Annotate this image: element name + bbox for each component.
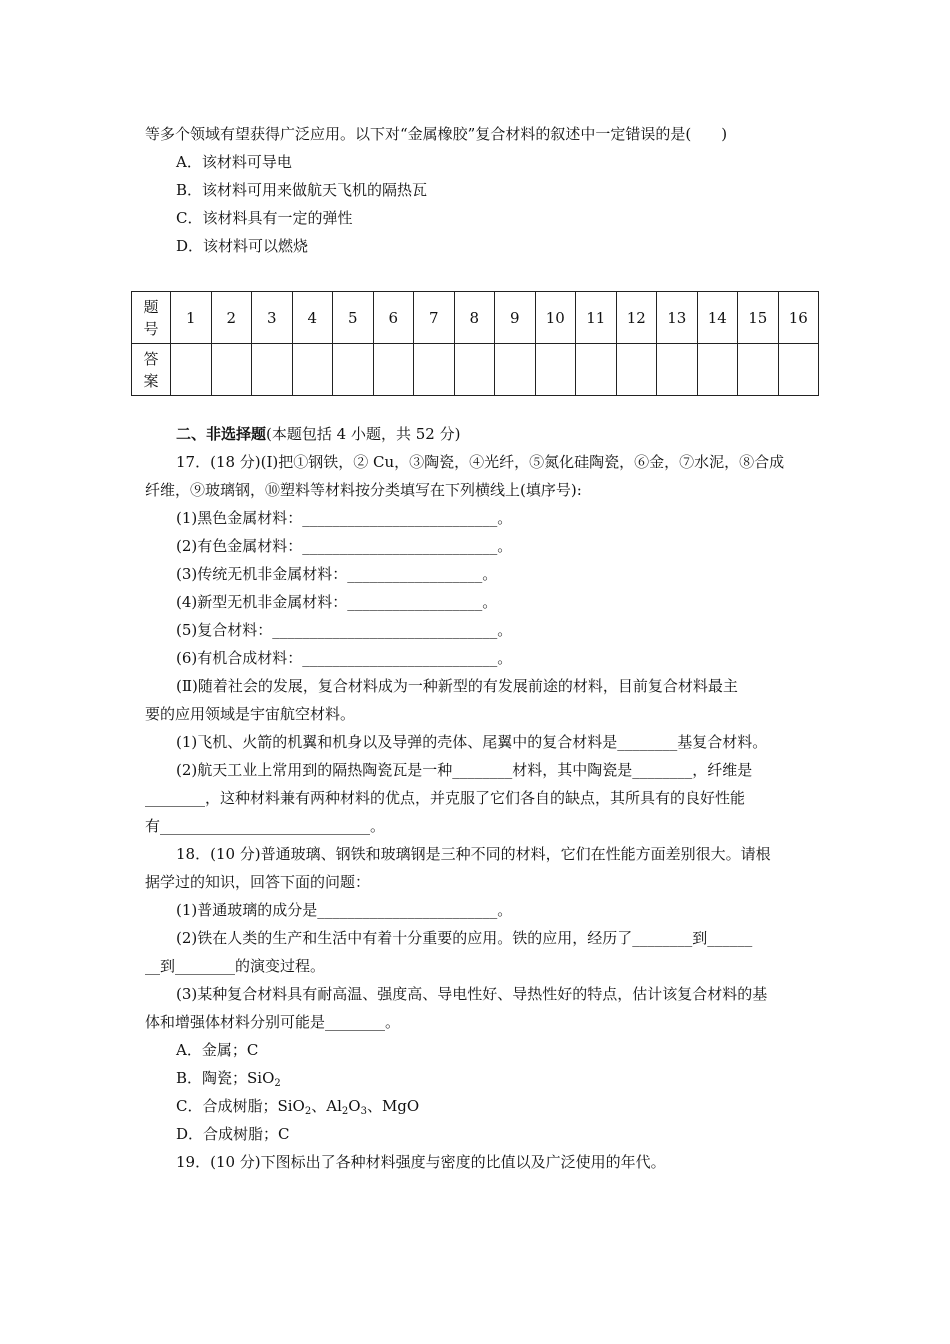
option-c: C．该材料具有一定的弹性: [176, 209, 353, 227]
answer-cell[interactable]: [535, 344, 576, 396]
table-cell-number: 10: [535, 292, 576, 344]
option-a: A．该材料可导电: [176, 153, 292, 171]
q17-item4: (4)新型无机非金属材料：__________________。: [176, 593, 498, 611]
q17-item3: (3)传统无机非金属材料：__________________。: [176, 565, 498, 583]
q18-option-c: C．合成树脂；SiO$_2$、$Al_2O_3$、MgO: [176, 1097, 420, 1117]
table-cell-number: 4: [292, 292, 333, 344]
row-label-answer: 答 案: [132, 344, 171, 396]
table-cell-number: 3: [252, 292, 293, 344]
option-b: B．该材料可用来做航天飞机的隔热瓦: [176, 181, 428, 199]
answer-cell[interactable]: [697, 344, 738, 396]
question-number-row: [132, 292, 819, 344]
q18-line1: 18．(10 分)普通玻璃、钢铁和玻璃钢是三种不同的材料，它们在性能方面差别很大。请根: [176, 845, 771, 863]
answer-cell[interactable]: [171, 344, 212, 396]
q17-part2-line2: 要的应用领域是宇宙航空材料。: [145, 705, 356, 723]
q17-line2: 纤维，⑨玻璃钢，⑩塑料等材料按分类填写在下列横线上(填序号):: [145, 481, 582, 499]
answer-table: [131, 291, 819, 396]
q17-part2-item2-line3: 有____________________________。: [145, 817, 386, 835]
answer-cell[interactable]: [495, 344, 536, 396]
q18-item3-line2: 体和增强体材料分别可能是________。: [145, 1013, 401, 1031]
answer-cell[interactable]: [738, 344, 779, 396]
q17-item2: (2)有色金属材料：__________________________。: [176, 537, 513, 555]
q18-line2: 据学过的知识，回答下面的问题：: [145, 873, 371, 891]
answer-cell[interactable]: [211, 344, 252, 396]
answer-cell[interactable]: [576, 344, 617, 396]
q17-part2-item2-line2: ________，这种材料兼有两种材料的优点，并克服了它们各自的缺点，其所具有的良好性能: [145, 789, 746, 807]
answer-row: [132, 344, 819, 396]
answer-cell[interactable]: [454, 344, 495, 396]
q17-line1: 17．(18 分)(Ⅰ)把①钢铁，② Cu，③陶瓷，④光纤，⑤氮化硅陶瓷，⑥金，⑦水泥，⑧合成: [176, 453, 785, 471]
table-cell-number: 7: [414, 292, 455, 344]
q18-option-a: A．金属；C: [176, 1041, 259, 1059]
q18-item2-line2: __到________的演变过程。: [145, 957, 326, 975]
q18-item1: (1)普通玻璃的成分是________________________。: [176, 901, 513, 919]
option-d: D．该材料可以燃烧: [176, 237, 309, 255]
answer-cell[interactable]: [657, 344, 698, 396]
table-cell-number: 1: [171, 292, 212, 344]
q18-option-b: B．陶瓷；SiO$_2$: [176, 1069, 281, 1089]
q18-item2-line1: (2)铁在人类的生产和生活中有着十分重要的应用。铁的应用，经历了________到______: [176, 929, 753, 947]
answer-cell[interactable]: [252, 344, 293, 396]
q18-option-d: D．合成树脂；C: [176, 1125, 290, 1143]
q18-item3-line1: (3)某种复合材料具有耐高温、强度高、导电性好、导热性好的特点，估计该复合材料的基: [176, 985, 768, 1003]
table-cell-number: 14: [697, 292, 738, 344]
q19-line1: 19．(10 分)下图标出了各种材料强度与密度的比值以及广泛使用的年代。: [176, 1153, 666, 1171]
answer-cell[interactable]: [616, 344, 657, 396]
section-note: (本题包括 4 小题，共 52 分): [266, 425, 461, 443]
table-cell-number: 5: [333, 292, 374, 344]
table-cell-number: 9: [495, 292, 536, 344]
table-cell-number: 2: [211, 292, 252, 344]
q17-item5: (5)复合材料：______________________________。: [176, 621, 513, 639]
row-label-number: 题 号: [132, 292, 171, 344]
q17-part2-item2-line1: (2)航天工业上常用到的隔热陶瓷瓦是一种________材料，其中陶瓷是________，纤维是: [176, 761, 753, 779]
q17-item1: (1)黑色金属材料：__________________________。: [176, 509, 513, 527]
table-cell-number: 11: [576, 292, 617, 344]
table-cell-number: 8: [454, 292, 495, 344]
q17-item6: (6)有机合成材料：__________________________。: [176, 649, 513, 667]
answer-cell[interactable]: [292, 344, 333, 396]
q17-part2-item1: (1)飞机、火箭的机翼和机身以及导弹的壳体、尾翼中的复合材料是________基复合材料。: [176, 733, 768, 751]
question-stem: 等多个领域有望获得广泛应用。以下对“金属橡胶”复合材料的叙述中一定错误的是( ): [145, 125, 728, 143]
table-cell-number: 6: [373, 292, 414, 344]
answer-cell[interactable]: [333, 344, 374, 396]
table-cell-number: 16: [778, 292, 819, 344]
section-heading: [176, 424, 460, 444]
section-title: 二、非选择题: [176, 425, 267, 443]
answer-cell[interactable]: [414, 344, 455, 396]
table-cell-number: 15: [738, 292, 779, 344]
answer-cell[interactable]: [373, 344, 414, 396]
table-cell-number: 12: [616, 292, 657, 344]
q17-part2-line1: (Ⅱ)随着社会的发展，复合材料成为一种新型的有发展前途的材料，目前复合材料最主: [176, 677, 738, 695]
table-cell-number: 13: [657, 292, 698, 344]
answer-cell[interactable]: [778, 344, 819, 396]
